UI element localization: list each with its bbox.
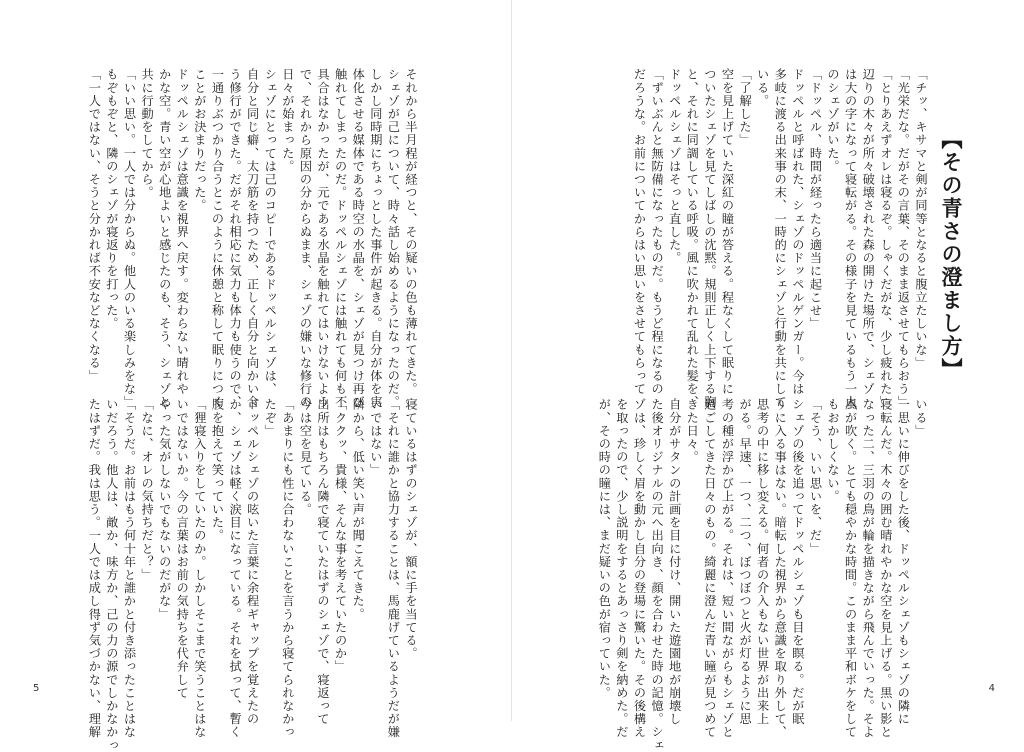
text-line: 自分と同じ癖、太刀筋を持つため、正しく自分と向かい合 — [245, 68, 260, 409]
text-line: 出所はもちろん隣で寝ていたはずのシェゾで、寝返って — [316, 398, 331, 726]
text-line: 「あまりにも性に合わないことを言うから寝てられなかっ — [280, 398, 295, 739]
text-line: 空を見上げていた深紅の瞳が答える。程なくして眠りに — [720, 68, 735, 396]
text-line: が、その時の瞳には、まだ疑いの色が宿っていた。 — [597, 398, 612, 700]
left-page-upper-text — [85, 68, 419, 409]
text-line: きた日々。 — [685, 398, 700, 464]
text-line: 隣から、低い笑い声が聞こえてきた。 — [351, 398, 366, 621]
text-line: もおかしくない。 — [826, 398, 841, 503]
text-line: 過ごしてきた日々のもの。綺麗に澄んだ青い瞳が見つめて — [702, 398, 717, 739]
text-line: 腹を抱えて笑っていた。 — [210, 398, 225, 543]
text-line: 共に行動をしてから。 — [140, 68, 155, 199]
text-line: 自分がサタンの計画を目に付け、開いた遊園地が崩壊し — [667, 398, 682, 726]
text-line: 「了解した」 — [738, 68, 753, 147]
text-line: 多岐に渡る出来事の末、一時的にシェゾと行動を共にして — [773, 68, 788, 409]
text-line: 「狸寝入りをしていたのか。しかしそこまで笑うことはな — [192, 398, 207, 739]
text-line: やった気がしないでもないのだがな」 — [157, 398, 172, 621]
text-line: のシェゾがいた。 — [826, 68, 841, 173]
text-line: う修行ができた。だがそれ相応に気力も体力も使うので、 — [228, 68, 243, 409]
text-line: 寝転んだ。木々の囲む晴れやかな空を見上げる。黒い影と — [878, 398, 893, 739]
text-line: を取ったので、少し説明をするとあっさり剣を納めた。だ — [614, 398, 629, 739]
text-line: 今は空を見ている。 — [298, 398, 313, 516]
text-line: 「なに、オレの気持ちだと？」 — [140, 398, 155, 582]
text-line: ドッペルと呼ばれた、シェゾのドッペルゲンガー。今は — [790, 68, 805, 396]
text-line: いだろう。他人は、敵か、味方か、己の力の源でしかなかっ — [104, 398, 119, 752]
text-line: ゾは、珍しく眉を動かし自分の登場に驚いた。その後構え — [632, 398, 647, 739]
text-line: で、それから原因の分からぬまま、シェゾの嫌いな修行の — [298, 68, 313, 409]
text-line: 寝ているはずのシェゾが、額に手を当てる。 — [404, 398, 418, 660]
text-line: がる。早速、一つ、二つ、ぼつぼつと火が灯るように思 — [738, 398, 753, 726]
text-line: 触れてしまったのだ。ドッペルシェゾには触れても何も不 — [333, 68, 348, 409]
text-line: たぞ」 — [263, 398, 278, 438]
text-line: 「いい思い。一人では分からぬ。他人のいる楽しみをな」 — [122, 68, 137, 409]
text-line: 風が吹く。とても穏やかな時間。このまま平和ボケをして — [843, 398, 858, 739]
text-line: いる」 — [914, 398, 928, 438]
chapter-title: 【その青さの澄まし方】 — [939, 128, 963, 381]
text-line: 「そうだ。お前はもう何十年と誰かと付き添ったことはな — [122, 398, 137, 739]
left-page-lower-text — [85, 398, 419, 752]
text-line: シェゾにとっては己のコピーであるドッペルシェゾは、 — [263, 68, 278, 396]
text-line: ことがお決まりだった。 — [192, 68, 207, 213]
text-line: いではないか。今の言葉はお前の気持ちを代弁して — [175, 398, 190, 700]
text-line: シェゾが己について、時々話し始めるようになったのだ。 — [386, 68, 401, 409]
text-line: いる。 — [755, 68, 770, 108]
text-line: 考の種が浮かび上がる。それは、短い間ながらもシェゾと — [720, 398, 735, 739]
text-line: 「ずいぶんと無防備になったものだ。もうど程になるの — [650, 68, 665, 396]
text-line: 思考の中に移し変える。何者の介入もない世界が出来上 — [755, 398, 770, 726]
text-line: か、シェゾは軽く涙目になっている。それを拭って、暫く — [228, 398, 243, 739]
text-line: と、それに同調している呼吸。風に吹かれて乱れた髪を、 — [685, 68, 700, 409]
right-page — [512, 0, 1024, 752]
text-line: いではない」 — [368, 398, 383, 477]
right-page-upper-text — [630, 68, 929, 409]
text-line: 辺りの木々が所々破壊された森の開けた場所で、シェゾ — [861, 68, 876, 396]
text-line: 「そう、いい思いを、だ」 — [808, 398, 823, 556]
text-line: 体化させる媒体である時空の水晶を、シェゾが見つけ再び — [351, 68, 366, 409]
text-line: 具合はなかったが、元である水晶を触れてはいけないよう — [316, 68, 331, 409]
text-line: 「一人ではない、そうと分かれば不安などなくなる」 — [87, 68, 102, 383]
text-line: りに入る事はない。暗転した視界から意識を取り外して、 — [773, 398, 788, 739]
right-page-lower-text — [595, 398, 929, 752]
text-line: ドッペルシェゾはそっと直した。 — [667, 68, 682, 265]
text-line: もぞもぞと、隣のシェゾが寝返りを打った。 — [104, 68, 119, 330]
text-line: しかし同時期にちょっとした事件が起きる。自分が体を実 — [368, 68, 383, 409]
text-line: ついたシェゾを見てしばしの沈黙。規則正しく上下する胸 — [702, 68, 717, 409]
text-line: た後オリジナルの元へ出向き、顔を合わせた時の記憶。シェ — [650, 398, 665, 752]
text-line: 「チッ、キサマと剣が同等となると腹立たしいな」 — [914, 68, 928, 370]
text-line: 「ドッペル、時間が経ったら適当に起こせ」 — [808, 68, 823, 330]
text-line: なった二、三羽の鳥が輪を描きながら飛んでいった。そよ — [861, 398, 876, 739]
text-line: ドッペルシェゾは意識を視界へ戻す。変わらない晴れや — [175, 68, 190, 396]
text-line: シェゾの後を追ってドッペルシェゾも目を瞑る。だが眠 — [790, 398, 805, 726]
text-line: 「光栄だな。だがその言葉、そのまま返させてもらおう」 — [896, 68, 911, 409]
text-line: 一思いに伸びをした後、ドッペルシェゾもシェゾの隣に — [896, 398, 911, 726]
text-line: 「それに誰かと協力することは、馬鹿げているようだが嫌 — [386, 398, 401, 739]
text-line: 日々が始まった。 — [280, 68, 295, 173]
text-line: 一通りぶつかり合うとこのように休憩と称して眠りにつく — [210, 68, 225, 409]
text-line: 「とりあえずオレは寝るぞ。しゃくだがな、少し疲れた」 — [878, 68, 893, 409]
page-number-left: 5 — [33, 683, 40, 694]
text-line: たはずだ。我は思う。一人では成し得ず気づかない、理解 — [87, 398, 102, 739]
text-line: ドッペルシェゾの呟いた言葉に余程ギャップを覚えたの — [245, 398, 260, 726]
text-line: だろうな。お前についてからはい思いをさせてもらって — [632, 68, 647, 396]
text-line: それから半月程が経つと、その疑いの色も薄れてきた。 — [404, 68, 418, 396]
text-line: は大の字になって寝転がる。その様子を見ているもう一人 — [843, 68, 858, 409]
text-line: かな空。青い空が心地よいと感じたのも、そう、シェゾと — [157, 68, 172, 409]
text-line: 「ククッ、貴様、そんな事を考えていたのか」 — [333, 398, 348, 674]
page-number-right: 4 — [988, 683, 995, 694]
